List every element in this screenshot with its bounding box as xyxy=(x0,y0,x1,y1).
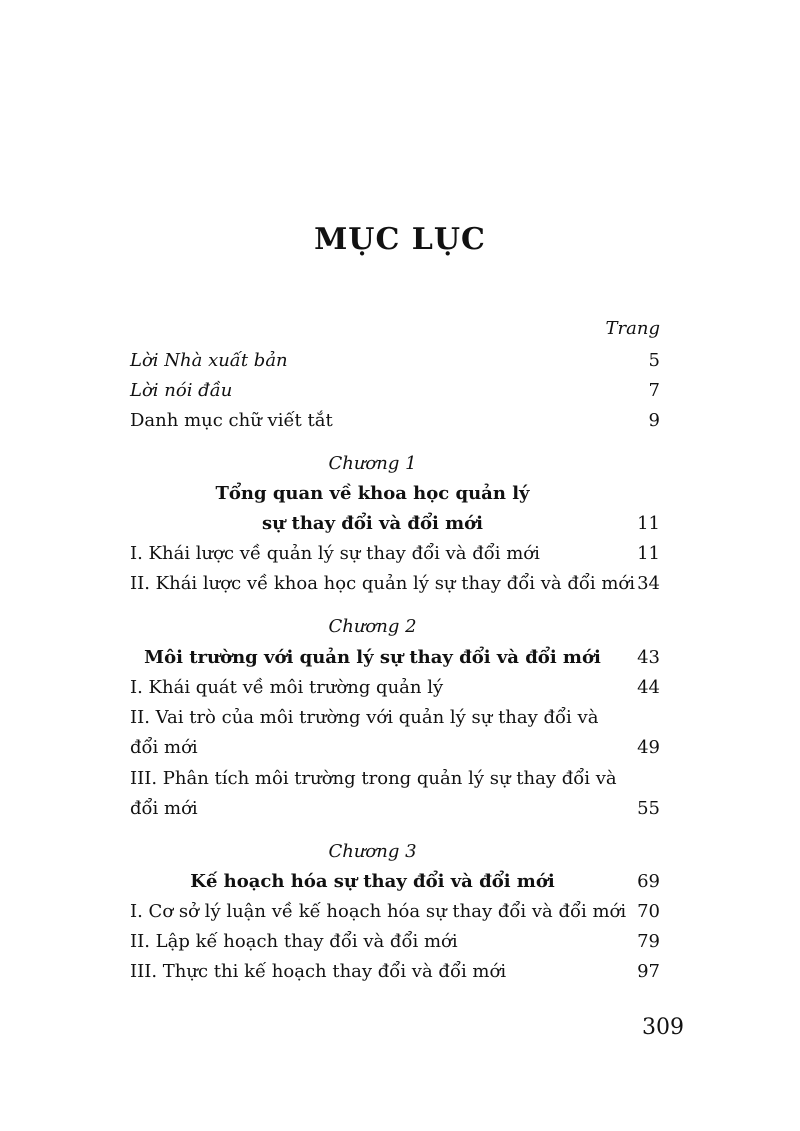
toc-entry-text: II. Lập kế hoạch thay đổi và đổi mới xyxy=(130,931,458,952)
toc-entry-text: III. Thực thi kế hoạch thay đổi và đổi mới xyxy=(130,961,507,982)
toc-entry[interactable] xyxy=(130,539,660,569)
toc-entry-text: đổi mới xyxy=(130,737,198,758)
toc-entry-page: 11 xyxy=(637,513,660,534)
toc-entry[interactable] xyxy=(130,957,660,987)
toc-entry[interactable] xyxy=(130,673,660,703)
toc-entry-page: 7 xyxy=(648,380,660,401)
page-number: 309 xyxy=(642,1015,684,1040)
toc-entry-text: I. Khái quát về môi trường quản lý xyxy=(130,677,444,698)
toc-entry-page: 49 xyxy=(637,737,660,758)
toc-entry[interactable] xyxy=(130,406,660,436)
chapter-title[interactable]: Môi trường với quản lý sự thay đổi và đổi mới 43 xyxy=(130,643,660,673)
toc-entry-page: 34 xyxy=(637,573,660,594)
toc-entry-text: Lời nói đầu xyxy=(130,380,233,401)
chapter-label: Chương 2 xyxy=(328,616,417,637)
toc-entry-page: 9 xyxy=(648,410,660,431)
toc-entry-text: II. Khái lược về khoa học quản lý sự thay đổi và đổi mới xyxy=(130,573,636,594)
toc-entry-text: I. Cơ sở lý luận về kế hoạch hóa sự thay đổi và đổi mới xyxy=(130,901,627,922)
toc-entry-text: II. Vai trò của môi trường với quản lý sự thay đổi và xyxy=(130,707,599,728)
toc-entry-page: 44 xyxy=(637,677,660,698)
chapter-title[interactable]: sự thay đổi và đổi mới 11 xyxy=(130,509,660,539)
toc-entry[interactable] xyxy=(130,764,660,794)
chapter-title[interactable]: Tổng quan về khoa học quản lý xyxy=(215,483,530,504)
toc-entry-text: III. Phân tích môi trường trong quản lý sự thay đổi và xyxy=(130,768,617,789)
chapter-label: Chương 3 xyxy=(328,841,417,862)
toc-entry-page: 55 xyxy=(637,798,660,819)
toc-entry-text: Danh mục chữ viết tắt xyxy=(130,410,333,431)
toc-entry-page: 97 xyxy=(637,961,660,982)
toc-entry-page: 70 xyxy=(637,901,660,922)
toc-entry[interactable] xyxy=(130,897,660,927)
toc-entry-text: Lời Nhà xuất bản xyxy=(130,350,288,371)
toc-entry-page: 11 xyxy=(637,543,660,564)
toc-entry-page: 79 xyxy=(637,931,660,952)
toc-entry[interactable] xyxy=(130,733,660,763)
toc-entry[interactable] xyxy=(130,794,660,824)
toc-entry-page: 69 xyxy=(637,871,660,892)
toc-entry[interactable] xyxy=(130,346,660,376)
toc-entry-page: 43 xyxy=(637,647,660,668)
toc-entry[interactable] xyxy=(130,376,660,406)
toc-entry-text: I. Khái lược về quản lý sự thay đổi và đổi mới xyxy=(130,543,540,564)
toc-entry-text: đổi mới xyxy=(130,798,198,819)
toc-entry-page: 5 xyxy=(648,350,660,371)
toc-entry[interactable] xyxy=(130,569,660,599)
page-column-header: Trang xyxy=(605,318,660,339)
toc-entry[interactable] xyxy=(130,703,660,733)
toc-entry[interactable] xyxy=(130,927,660,957)
chapter-label: Chương 1 xyxy=(328,453,417,474)
chapter-title[interactable]: Kế hoạch hóa sự thay đổi và đổi mới 69 xyxy=(130,867,660,897)
page-title: MỤC LỤC xyxy=(314,222,486,257)
